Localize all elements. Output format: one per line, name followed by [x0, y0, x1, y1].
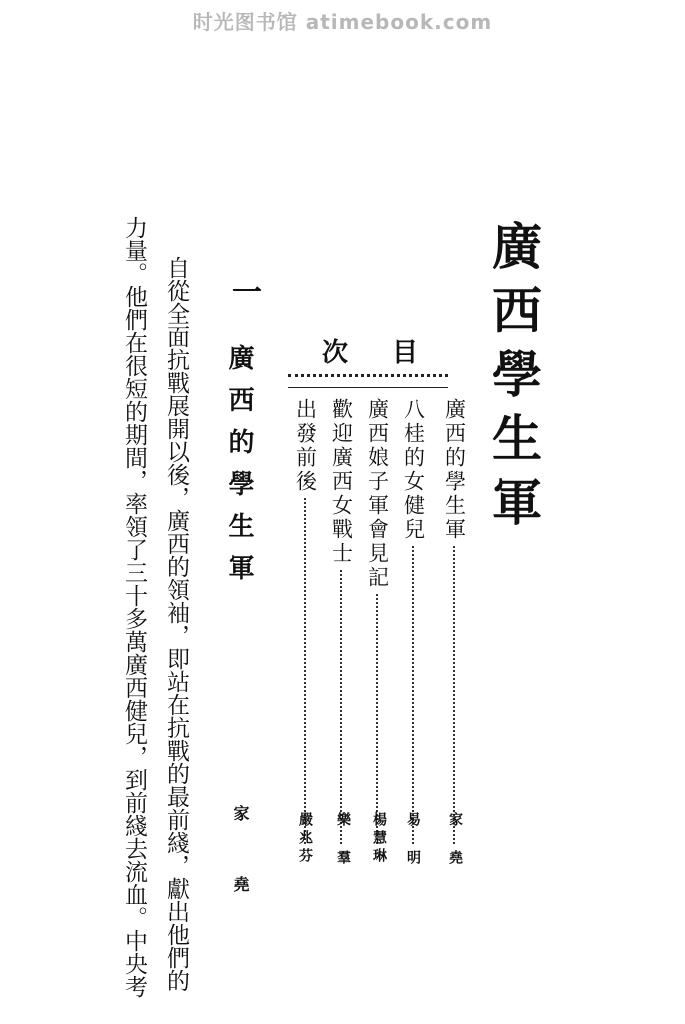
toc-entry-author: 樂 羣	[335, 812, 351, 868]
toc-entry	[400, 398, 426, 848]
toc-leader	[304, 498, 306, 844]
chapter-title: 廣西的學生軍	[224, 344, 254, 596]
toc-entry	[292, 398, 318, 848]
chapter-number: 一	[226, 276, 261, 306]
toc-divider	[288, 374, 448, 388]
book-title: 廣西學生軍	[484, 220, 543, 540]
paragraph-line: 自從全面抗戰展開以後，廣西的領袖，即站在抗戰的最前綫，獻出他們的	[163, 256, 189, 992]
toc-entry	[328, 398, 354, 848]
toc-leader	[376, 594, 378, 844]
toc-entry-title: 出發前後	[293, 398, 318, 494]
toc-heading-char: 次	[322, 338, 393, 368]
toc-leader	[453, 546, 455, 844]
toc-heading	[322, 340, 462, 366]
toc-leader	[412, 546, 414, 844]
toc-entry-title: 八桂的女健兒	[401, 398, 426, 542]
toc-leader	[340, 570, 342, 844]
toc-entry-title: 廣西娘子軍會見記	[365, 398, 390, 590]
toc-entry-author: 楊慧琳	[371, 812, 387, 866]
toc-heading-char: 目	[392, 338, 463, 368]
toc-entry-author: 嚴兆芬	[297, 812, 313, 866]
paragraph-line: 力量。他們在很短的期間，率領了三十多萬廣西健兒，到前綫去流血。中央考	[121, 216, 147, 998]
toc-entry-author: 家 堯	[447, 812, 463, 868]
toc-entry-author: 易 明	[405, 812, 421, 868]
chapter-author: 家 堯	[231, 805, 250, 910]
toc-entry-title: 歡迎廣西女戰士	[329, 398, 354, 566]
watermark: 时光图书馆 atimebook.com	[192, 10, 493, 34]
toc-entry	[441, 398, 467, 848]
toc-entry-title: 廣西的學生軍	[442, 398, 467, 542]
toc-entry	[364, 398, 390, 848]
